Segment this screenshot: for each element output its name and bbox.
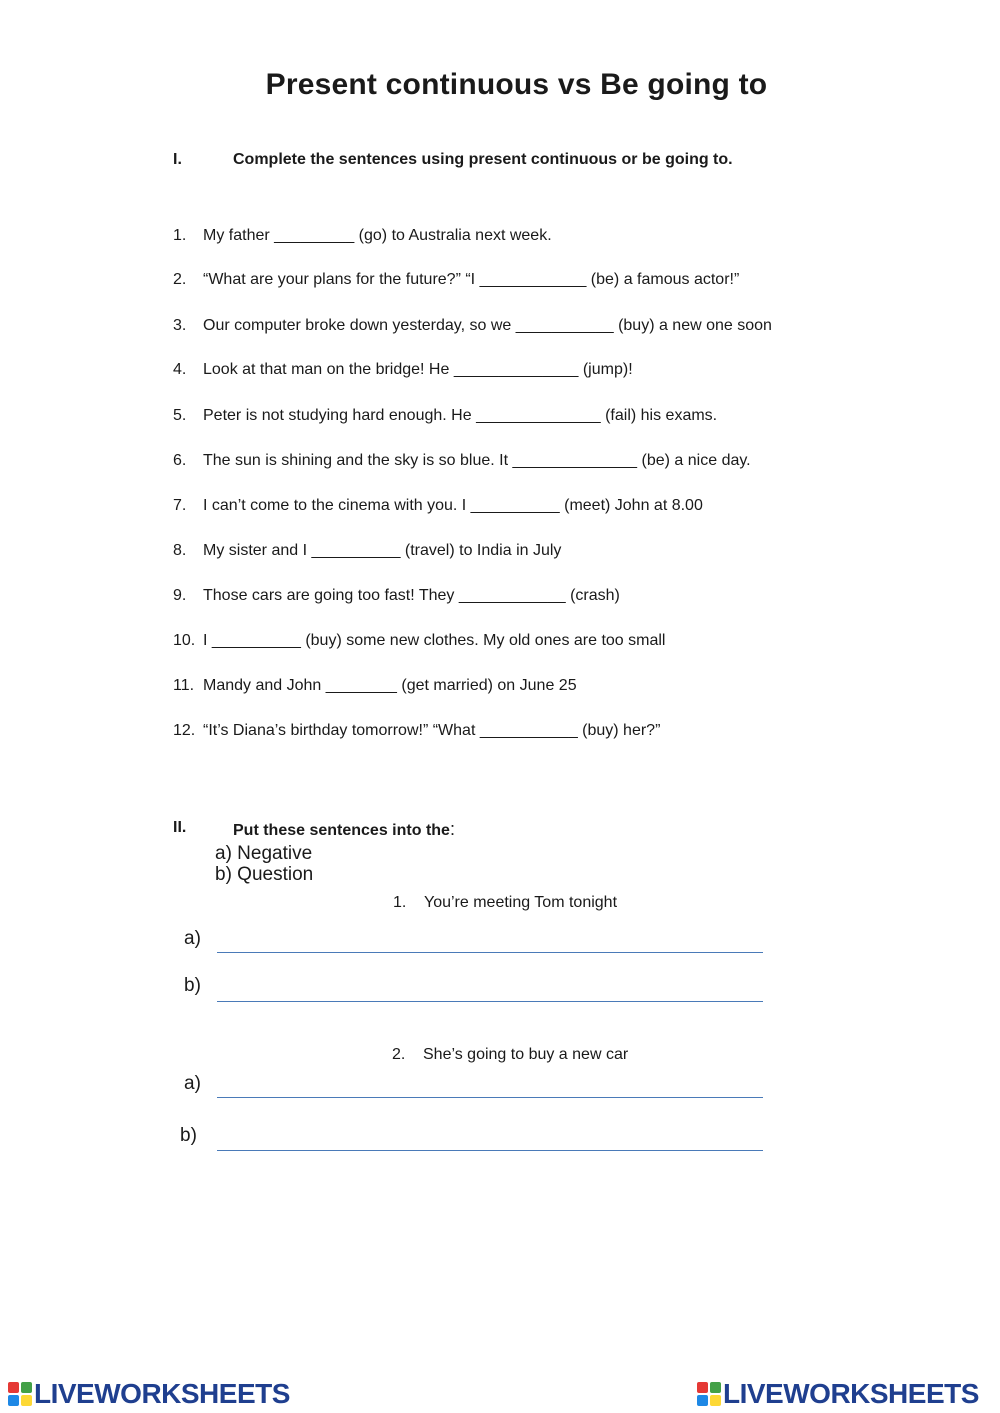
transform-prompt-1	[393, 894, 617, 912]
logo-square-blue	[697, 1395, 708, 1406]
item-number: 9.	[173, 587, 187, 604]
logo-square-red	[697, 1382, 708, 1393]
item-text: Peter is not studying hard enough. He ______________ (fail) his exams.	[203, 407, 718, 424]
item-number: 1.	[173, 227, 187, 244]
item-text: “It’s Diana’s birthday tomorrow!” “What ___________ (buy) her?”	[203, 722, 661, 739]
item-text: I can’t come to the cinema with you. I __________ (meet) John at 8.00	[203, 497, 703, 514]
item-text: Look at that man on the bridge! He ______________ (jump)!	[203, 361, 633, 378]
exercise-item	[173, 542, 561, 560]
logo-square-green	[21, 1382, 32, 1393]
footer-logo-left	[8, 1378, 290, 1410]
transform-prompt-2	[392, 1046, 628, 1064]
item-number: 3.	[173, 317, 187, 334]
answer-label-1a: a)	[184, 928, 201, 949]
liveworksheets-logo-icon	[8, 1382, 32, 1406]
exercise-item	[173, 227, 552, 245]
exercise-item	[173, 317, 772, 335]
item-text: “What are your plans for the future?” “I ____________ (be) a famous actor!”	[203, 271, 740, 288]
item-text: Our computer broke down yesterday, so we ___________ (buy) a new one soon	[203, 317, 772, 334]
exercise-item	[173, 587, 620, 605]
section-2-instruction	[233, 819, 455, 840]
page-title: Present continuous vs Be going to	[265, 68, 768, 101]
logo-square-red	[8, 1382, 19, 1393]
exercise-item	[173, 452, 751, 470]
answer-label-2a: a)	[184, 1073, 201, 1094]
option-question: b) Question	[215, 864, 314, 885]
item-text: My father _________ (go) to Australia next week.	[203, 227, 552, 244]
item-text: The sun is shining and the sky is so blue. It ______________ (be) a nice day.	[203, 452, 751, 469]
item-text: My sister and I __________ (travel) to India in July	[203, 542, 562, 559]
logo-square-blue	[8, 1395, 19, 1406]
logo-square-yellow	[21, 1395, 32, 1406]
exercise-item	[173, 407, 717, 425]
exercise-item	[173, 677, 577, 695]
item-number: 4.	[173, 361, 187, 378]
footer-brand-left: LIVEWORKSHEETS	[34, 1378, 290, 1409]
section-1-number: I.	[173, 151, 182, 168]
section-1-instruction: Complete the sentences using present continuous or be going to.	[233, 151, 733, 168]
liveworksheets-logo-icon	[697, 1382, 721, 1406]
answer-input-2a[interactable]	[217, 1076, 763, 1098]
item-number: 6.	[173, 452, 187, 469]
answer-input-2b[interactable]	[217, 1129, 763, 1151]
footer-brand-right: LIVEWORKSHEETS	[723, 1378, 979, 1409]
item-number: 5.	[173, 407, 187, 424]
exercise-item	[173, 497, 703, 515]
section-2-instruction-colon: :	[449, 819, 455, 839]
answer-label-2b: b)	[180, 1125, 197, 1146]
footer-logo-right	[697, 1378, 979, 1410]
prompt-text: She’s going to buy a new car	[423, 1046, 629, 1063]
logo-square-yellow	[710, 1395, 721, 1406]
answer-label-1b: b)	[184, 975, 201, 996]
exercise-item	[173, 361, 633, 379]
exercise-item	[173, 632, 665, 650]
logo-square-green	[710, 1382, 721, 1393]
option-negative: a) Negative	[215, 843, 313, 864]
item-text: Those cars are going too fast! They ____________ (crash)	[203, 587, 620, 604]
item-text: I __________ (buy) some new clothes. My old ones are too small	[203, 632, 666, 649]
item-number: 12.	[173, 722, 196, 739]
prompt-text: You’re meeting Tom tonight	[424, 894, 618, 911]
prompt-number: 1.	[393, 894, 407, 911]
item-number: 2.	[173, 271, 187, 288]
item-number: 11.	[173, 677, 195, 694]
exercise-item	[173, 722, 660, 740]
answer-input-1b[interactable]	[217, 980, 763, 1002]
item-number: 8.	[173, 542, 187, 559]
item-number: 7.	[173, 497, 187, 514]
item-number: 10.	[173, 632, 196, 649]
item-text: Mandy and John ________ (get married) on June 25	[203, 677, 577, 694]
exercise-item	[173, 271, 739, 289]
section-2-number: II.	[173, 819, 187, 836]
section-2-instruction-text: Put these sentences into the	[233, 822, 450, 839]
answer-input-1a[interactable]	[217, 931, 763, 953]
prompt-number: 2.	[392, 1046, 406, 1063]
